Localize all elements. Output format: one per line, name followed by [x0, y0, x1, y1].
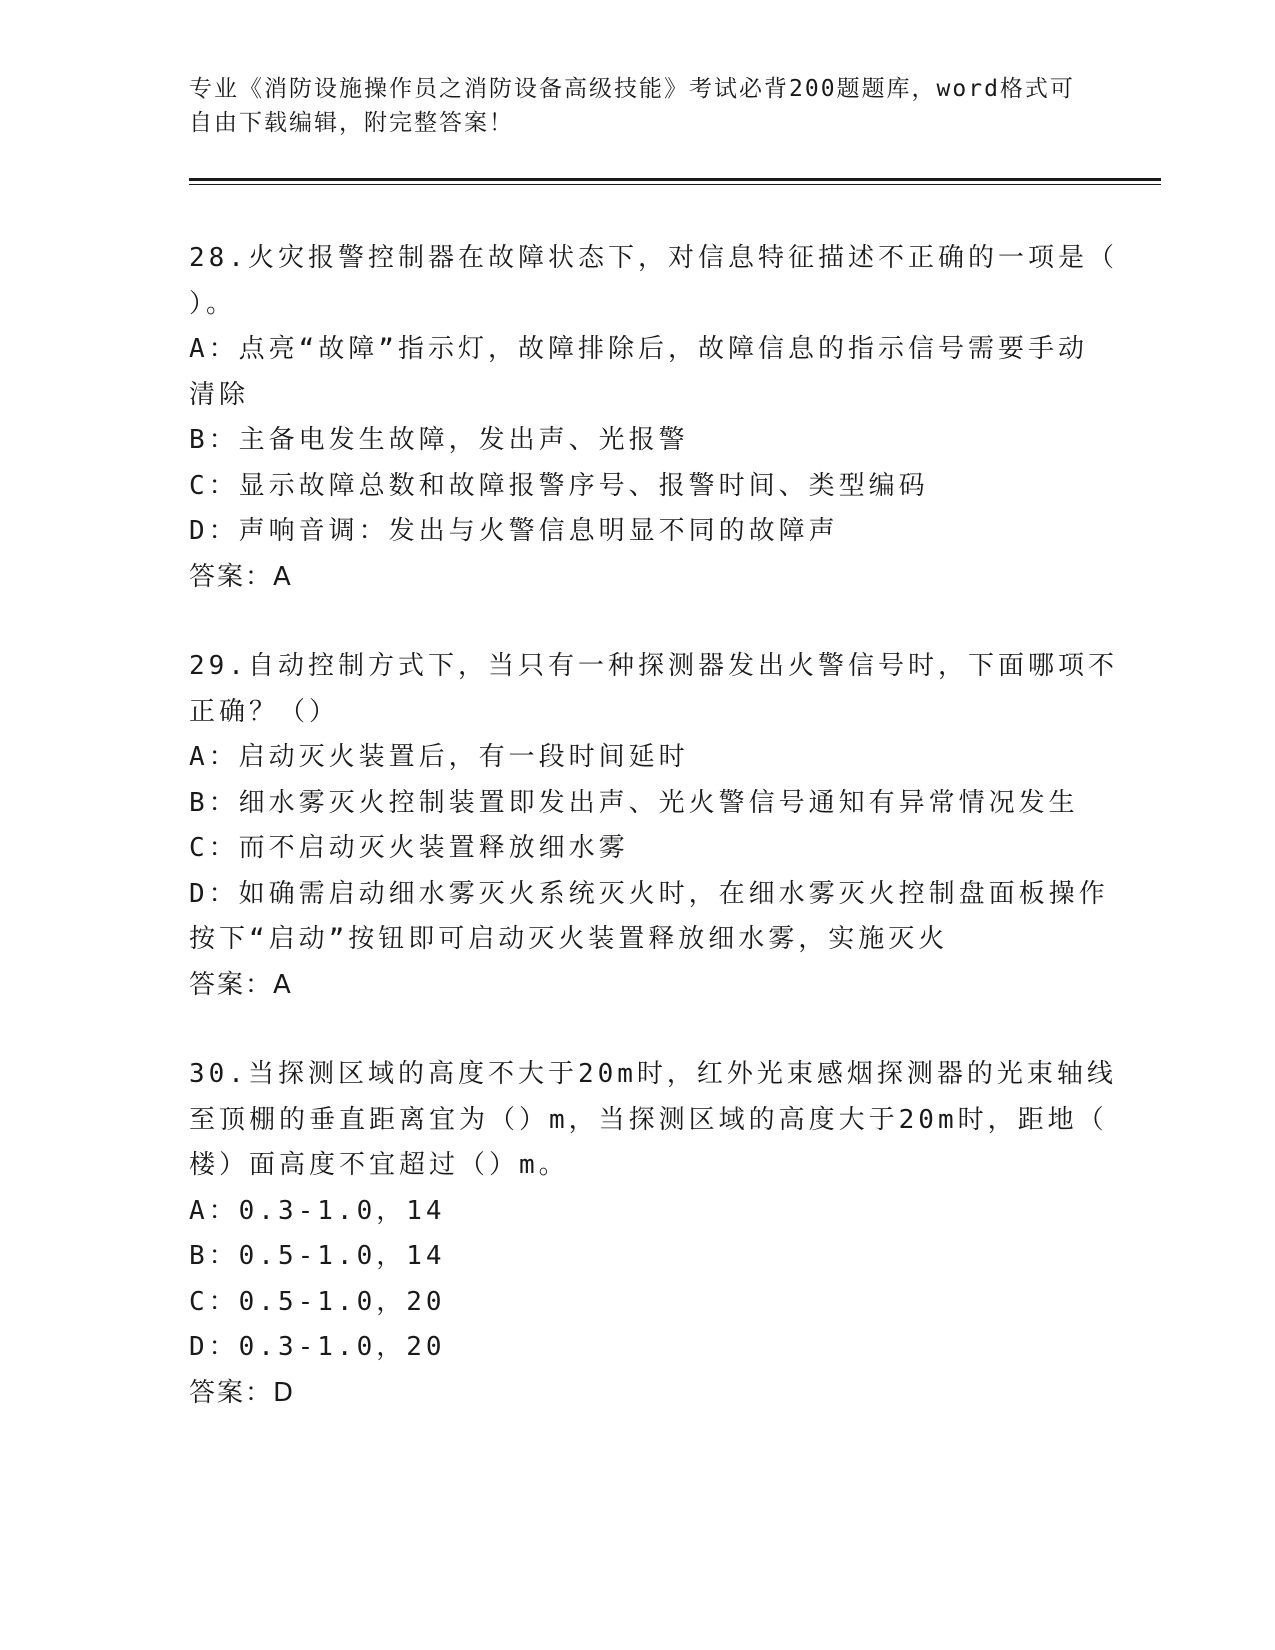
question-28	[189, 236, 1118, 600]
option-a: A：0.3-1.0，14	[189, 1195, 446, 1226]
question-text: 29.自动控制方式下，当只有一种探测器发出火警信号时，下面哪项不	[189, 651, 1118, 681]
option-c: C：而不启动灭火装置释放细水雾	[189, 833, 629, 863]
header-line: 专业《消防设施操作员之消防设备高级技能》考试必背200题题库，word格式可	[189, 76, 1075, 102]
question-text: ）。	[189, 288, 237, 319]
header-divider-thin	[189, 184, 1161, 185]
option-d: 按下“启动”按钮即可启动灭火装置释放细水雾，实施灭火	[189, 924, 949, 954]
option-a: A：点亮“故障”指示灯，故障排除后，故障信息的指示信号需要手动	[189, 334, 1088, 364]
question-text: 30.当探测区域的高度不大于20m时，红外光束感烟探测器的光束轴线	[189, 1059, 1117, 1089]
question-29	[189, 644, 1118, 1008]
option-a: 清除	[189, 379, 250, 410]
option-b: B：主备电发生故障，发出声、光报警	[189, 425, 689, 455]
question-text: 楼）面高度不宜超过（）m。	[189, 1150, 569, 1180]
answer: 答案：D	[189, 1377, 296, 1408]
question-text: 正确？（）	[189, 696, 340, 727]
header-divider-thick	[189, 178, 1161, 181]
document-header	[189, 72, 1089, 140]
question-list	[189, 236, 1118, 1460]
answer: 答案：A	[189, 969, 293, 1000]
option-d: D：0.3-1.0，20	[189, 1332, 446, 1362]
option-c: C：0.5-1.0，20	[189, 1286, 446, 1317]
question-text: 至顶棚的垂直距离宜为（）m，当探测区域的高度大于20m时，距地（	[189, 1104, 1108, 1135]
option-b: B：0.5-1.0，14	[189, 1241, 446, 1271]
header-line: 自由下载编辑，附完整答案！	[189, 110, 514, 136]
question-text: 28.火灾报警控制器在故障状态下，对信息特征描述不正确的一项是（	[189, 243, 1118, 273]
option-b: B：细水雾灭火控制装置即发出声、光火警信号通知有异常情况发生	[189, 787, 1079, 818]
option-d: D：如确需启动细水雾灭火系统灭火时，在细水雾灭火控制盘面板操作	[189, 878, 1109, 909]
option-d: D：声响音调：发出与火警信息明显不同的故障声	[189, 516, 839, 546]
option-c: C：显示故障总数和故障报警序号、报警时间、类型编码	[189, 470, 929, 501]
answer: 答案：A	[189, 561, 293, 592]
question-30	[189, 1052, 1117, 1416]
option-a: A：启动灭火装置后，有一段时间延时	[189, 742, 689, 772]
